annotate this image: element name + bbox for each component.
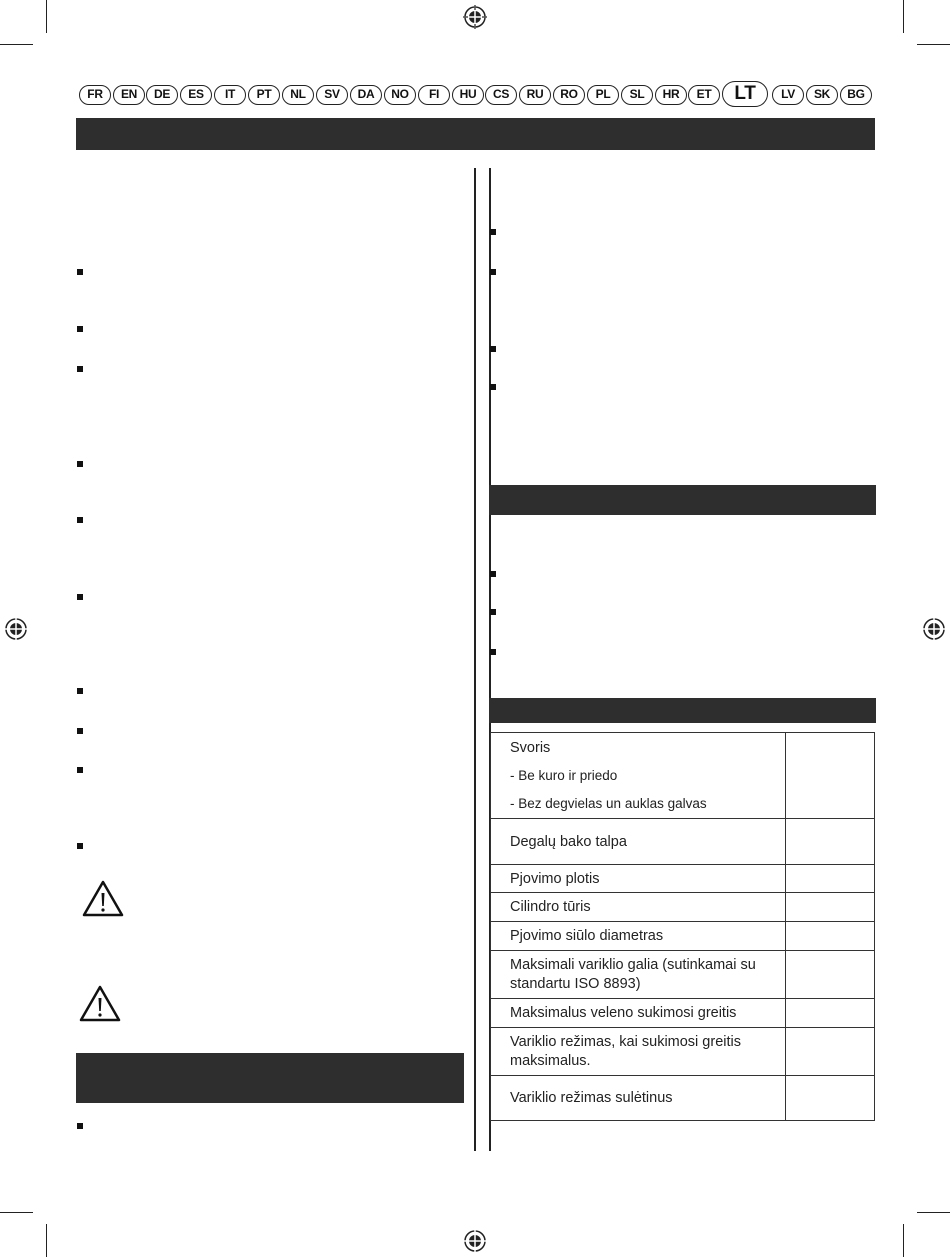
list-bullet [77, 461, 83, 467]
spec-value [786, 999, 875, 1028]
language-tab-fi[interactable]: FI [418, 85, 450, 105]
specifications-table [490, 732, 875, 1121]
list-bullet [77, 269, 83, 275]
column-divider [474, 168, 476, 1151]
language-tab-hr[interactable]: HR [655, 85, 687, 105]
list-bullet [490, 609, 496, 615]
crop-mark [917, 1212, 950, 1213]
list-bullet [490, 571, 496, 577]
registration-mark-icon [4, 617, 28, 641]
language-tab-pl[interactable]: PL [587, 85, 619, 105]
list-bullet [490, 384, 496, 390]
specifications-header-bar [489, 698, 876, 723]
spec-value [786, 893, 875, 922]
spec-label: Maksimalus veleno sukimosi greitis [491, 999, 786, 1028]
table-row [491, 733, 875, 819]
spec-value [786, 865, 875, 893]
table-row [491, 1076, 875, 1121]
spec-value [786, 951, 875, 999]
spec-value [786, 1028, 875, 1076]
crop-mark [46, 1224, 47, 1257]
section-bar [76, 1053, 464, 1103]
language-tab-sk[interactable]: SK [806, 85, 838, 105]
list-bullet [77, 688, 83, 694]
language-tab-bg[interactable]: BG [840, 85, 872, 105]
language-tab-ru[interactable]: RU [519, 85, 551, 105]
registration-mark-icon [463, 5, 487, 29]
language-tab-en[interactable]: EN [113, 85, 145, 105]
spec-label: Pjovimo plotis [491, 865, 786, 893]
spec-value [786, 819, 875, 865]
spec-value [786, 1076, 875, 1121]
language-selector [76, 83, 876, 107]
list-bullet [77, 517, 83, 523]
language-tab-pt[interactable]: PT [248, 85, 280, 105]
table-row [491, 865, 875, 893]
language-tab-it[interactable]: IT [214, 85, 246, 105]
language-tab-hu[interactable]: HU [452, 85, 484, 105]
spec-label: Variklio režimas sulėtinus [491, 1076, 786, 1121]
language-tab-da[interactable]: DA [350, 85, 382, 105]
list-bullet [77, 594, 83, 600]
weight-sub-2: - Bez degvielas un auklas galvas [510, 795, 707, 811]
spec-label [491, 733, 786, 819]
crop-mark [46, 0, 47, 33]
spec-label: Pjovimo siūlo diametras [491, 922, 786, 951]
list-bullet [490, 269, 496, 275]
language-tab-lv[interactable]: LV [772, 85, 804, 105]
spec-label: Cilindro tūris [491, 893, 786, 922]
warning-icon [82, 880, 124, 918]
spec-label: Variklio režimas, kai sukimosi greitis maksimalus. [491, 1028, 786, 1076]
registration-mark-icon [463, 1229, 487, 1253]
language-tab-es[interactable]: ES [180, 85, 212, 105]
table-row [491, 819, 875, 865]
language-tab-sv[interactable]: SV [316, 85, 348, 105]
list-bullet [490, 346, 496, 352]
weight-sub-1: - Be kuro ir priedo [510, 767, 618, 783]
list-bullet [77, 1123, 83, 1129]
spec-value [786, 733, 875, 819]
list-bullet [77, 843, 83, 849]
list-bullet [490, 229, 496, 235]
list-bullet [77, 767, 83, 773]
language-tab-fr[interactable]: FR [79, 85, 111, 105]
table-row [491, 893, 875, 922]
weight-label: Svoris [510, 739, 551, 756]
crop-mark [0, 1212, 33, 1213]
section-bar [489, 485, 876, 515]
list-bullet [77, 366, 83, 372]
table-row [491, 1028, 875, 1076]
language-tab-sl[interactable]: SL [621, 85, 653, 105]
list-bullet [77, 326, 83, 332]
language-tab-de[interactable]: DE [146, 85, 178, 105]
language-tab-ro[interactable]: RO [553, 85, 585, 105]
crop-mark [903, 1224, 904, 1257]
list-bullet [490, 649, 496, 655]
registration-mark-icon [922, 617, 946, 641]
warning-icon [79, 985, 121, 1023]
crop-mark [903, 0, 904, 33]
spec-label: Maksimali variklio galia (sutinkamai su standartu ISO 8893) [491, 951, 786, 999]
crop-mark [917, 44, 950, 45]
language-tab-cs[interactable]: CS [485, 85, 517, 105]
language-tab-et[interactable]: ET [688, 85, 720, 105]
language-tab-no[interactable]: NO [384, 85, 416, 105]
table-row [491, 951, 875, 999]
header-bar [76, 118, 875, 150]
crop-mark [0, 44, 33, 45]
spec-label: Degalų bako talpa [491, 819, 786, 865]
table-row [491, 999, 875, 1028]
list-bullet [77, 728, 83, 734]
table-row [491, 922, 875, 951]
language-tab-lt[interactable]: LT [722, 81, 768, 107]
language-tab-nl[interactable]: NL [282, 85, 314, 105]
spec-value [786, 922, 875, 951]
